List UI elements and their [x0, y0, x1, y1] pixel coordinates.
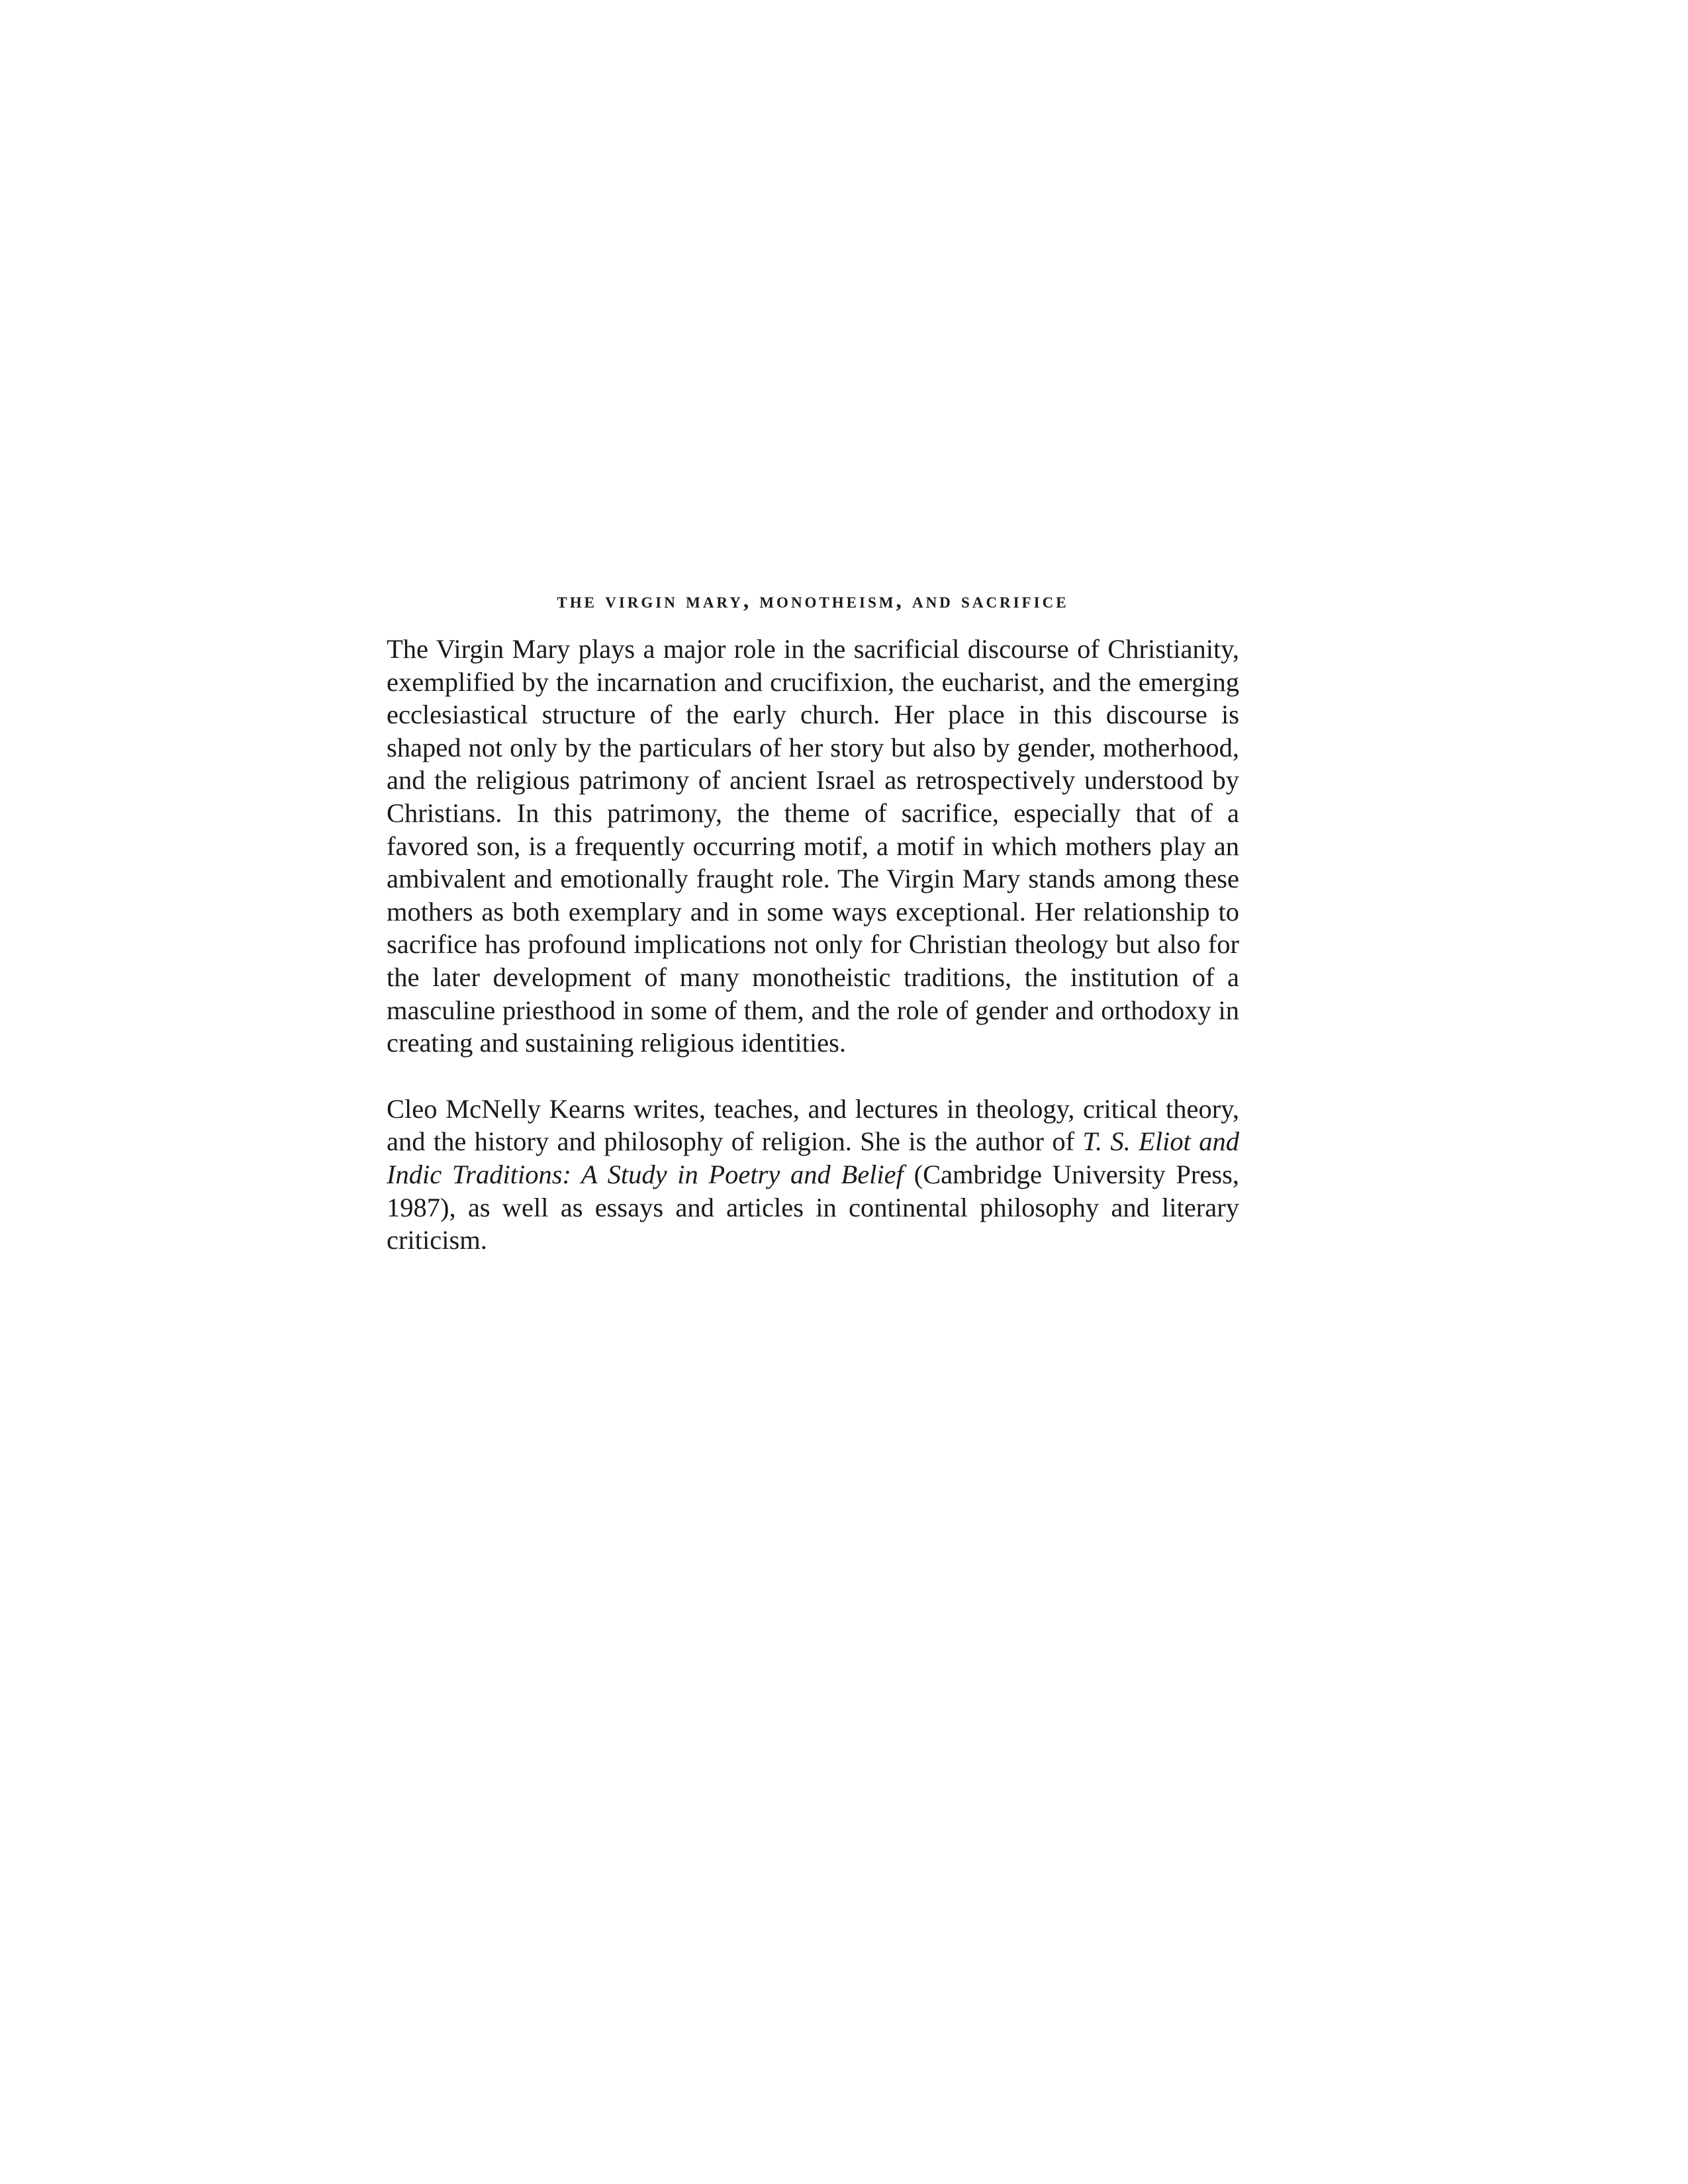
book-blurb [387, 588, 1239, 1257]
author-book-title: T. S. Eliot and Indic Traditions: A Study in Poetry and Belief [387, 1126, 1239, 1189]
author-bio [387, 1093, 1239, 1257]
book-title-heading: the virgin mary, monotheism, and sacrifice [557, 589, 1069, 613]
author-bio-tail: (Cambridge University Press, 1987), as well as essays and articles in continental philosophy and literary criticism. [387, 1159, 1239, 1255]
book-description: The Virgin Mary plays a major role in the sacrificial discourse of Christianity, exemplified by the incarnation and crucifixion, the eucharist, and the emerging ecclesiastical structure of the early church. Her place in this discourse is shaped not only by the particulars of her story but also by gender, motherhood, and the religious patrimony of ancient Israel as retrospectively understood by Christians. In this patrimony, the theme of sacrifice, especially that of a favored son, is a frequently occurring motif, a motif in which mothers play an ambivalent and emotionally fraught role. The Virgin Mary stands among these mothers as both exemplary and in some ways exceptional. Her relationship to sacrifice has profound implications not only for Christian theology but also for the later development of many monotheistic traditions, the institution of a masculine priesthood in some of them, and the role of gender and orthodoxy in creating and sustaining religious identities. [387, 634, 1239, 1058]
author-bio-lead: Cleo McNelly Kearns writes, teaches, and lectures in theology, critical theory, and the history and philosophy of religion. She is the author of [387, 1093, 1239, 1157]
